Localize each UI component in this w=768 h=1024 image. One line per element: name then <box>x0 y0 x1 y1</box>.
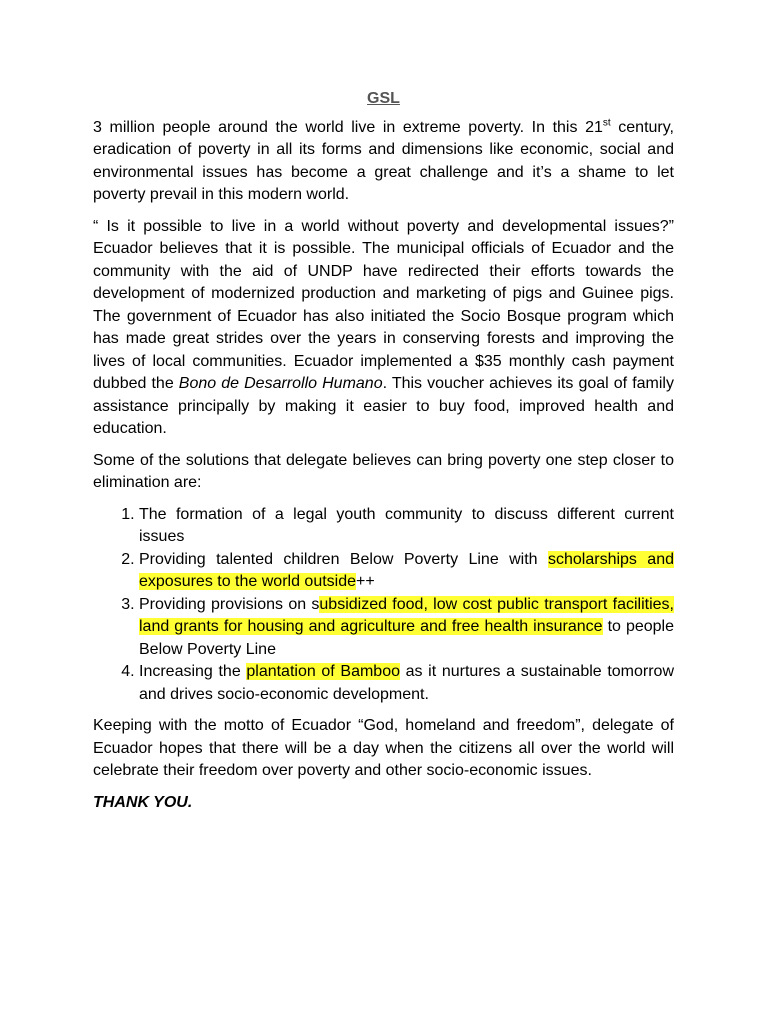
intro-text-2: century, eradication of poverty in all its forms and dimensions like economic, social and environmental issues has become a great challenge and it’s a shame to let poverty prevail in this modern world. <box>93 118 675 203</box>
highlighted-text: ubsidized food, low cost public transport facilities, land grants for housing and agriculture and free health insurance <box>139 595 674 635</box>
list-item-3-text-1: Providing provisions on s <box>139 595 320 613</box>
list-item <box>139 504 674 549</box>
document-title: GSL <box>367 90 400 107</box>
ecuador-text-2: . This voucher achieves its goal of family assistance principally by making it easier to buy food, improved health and education. <box>93 375 674 437</box>
list-item <box>139 661 674 706</box>
list-item-2-text-2: ++ <box>356 573 375 590</box>
list-item-4-text-2: as it nurtures a sustainable tomorrow and drives socio-economic development. <box>139 663 674 703</box>
ecuador-text-1: “ Is it possible to live in a world without poverty and developmental issues?” Ecuador believes that it is possible. The municipal officials of Ecuador and the community with the aid of UNDP have redirected their efforts towards the development of modernized production and marketing of pigs and Guinee pigs. The government of Ecuador has also initiated the Socio Bosque program which has made great strides over the years in conserving forests and improving the lives of local communities. Ecuador implemented a $35 monthly cash payment dubbed the <box>93 217 674 392</box>
list-item <box>139 594 674 662</box>
list-item <box>139 549 674 594</box>
solutions-list <box>93 504 674 707</box>
ecuador-paragraph <box>93 216 674 441</box>
ordinal-superscript: st <box>602 117 611 129</box>
program-name-italic: Bono de Desarrollo Humano <box>178 375 383 392</box>
intro-paragraph <box>93 117 674 207</box>
closing-paragraph: Keeping with the motto of Ecuador “God, homeland and freedom”, delegate of Ecuador hopes that there will be a day when the citizens all over the world will celebrate their freedom over poverty and other socio-economic issues. <box>93 717 674 779</box>
list-item-3-text-2: to people Below Poverty Line <box>139 618 675 658</box>
document-body <box>93 88 674 814</box>
highlighted-text: scholarships and exposures to the world outside <box>139 550 675 590</box>
thank-you-text: THANK YOU. <box>93 793 193 811</box>
list-item-4-text-1: Increasing the <box>139 663 247 680</box>
highlighted-text: plantation of Bamboo <box>246 663 400 680</box>
solutions-intro-paragraph: Some of the solutions that delegate believes can bring poverty one step closer to elimination are: <box>93 451 674 491</box>
list-item-1-text: The formation of a legal youth community to discuss different current issues <box>139 505 674 545</box>
list-item-2-text-1: Providing talented children Below Poverty Line with <box>139 550 548 568</box>
intro-text-1: 3 million people around the world live in extreme poverty. In this 21 <box>93 118 603 136</box>
